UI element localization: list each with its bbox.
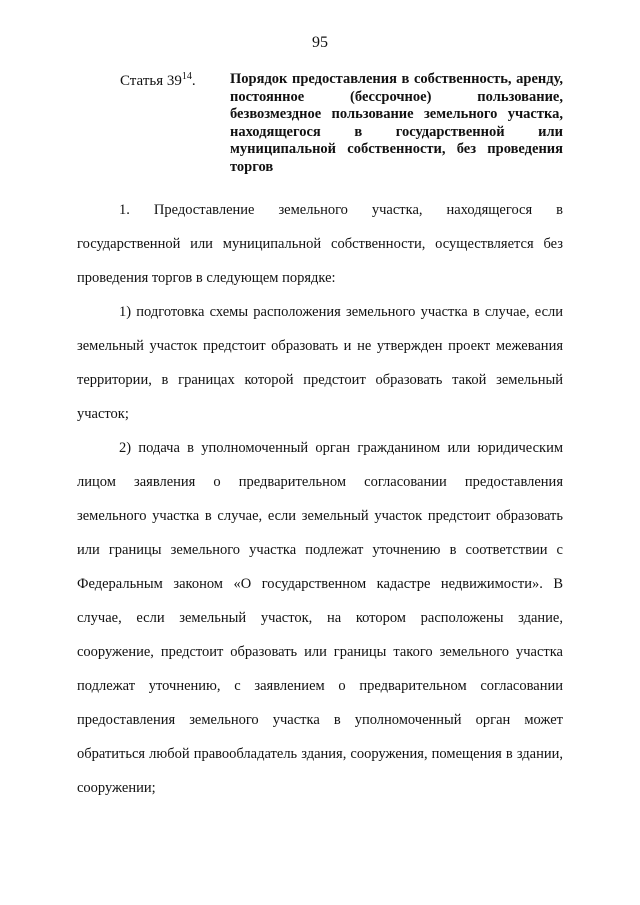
page-number: 95 (312, 34, 328, 51)
article-title: Порядок предоставления в собственность, аренду, постоянное (бессрочное) пользование, безвозмездное пользование земельного участка, находящегося в государственной или муниципальной собственности, без проведения торгов (230, 71, 563, 175)
article-body (77, 193, 563, 805)
article-label-superscript: 14 (181, 71, 192, 82)
article-label (120, 71, 196, 90)
paragraph-item-1: 1) подготовка схемы расположения земельного участка в случае, если земельный участок предстоит образовать и не утвержден проект межевания территории, в границах которой предстоит образовать такой земельный участок; (77, 304, 563, 422)
paragraph-item-2: 2) подача в уполномоченный орган гражданином или юридическим лицом заявления о предварительном согласовании предоставления земельного участка в случае, если земельный участок предстоит образовать или границы земельного участка подлежат уточнению в соответствии с Федеральным законом «О государственном кадастре недвижимости». В случае, если земельный участок, на котором расположены здание, сооружение, предстоит образовать или границы такого земельного участка подлежат уточнению, с заявлением о предварительном согласовании предоставления земельного участка в уполномоченный орган может обратиться любой правообладатель здания, сооружения, помещения в здании, сооружении; (77, 440, 563, 796)
paragraph-1: 1. Предоставление земельного участка, находящегося в государственной или муниципальной собственности, осуществляется без проведения торгов в следующем порядке: (77, 202, 563, 286)
article-label-text: Статья 39 (120, 73, 182, 89)
article-label-suffix: . (191, 73, 196, 89)
